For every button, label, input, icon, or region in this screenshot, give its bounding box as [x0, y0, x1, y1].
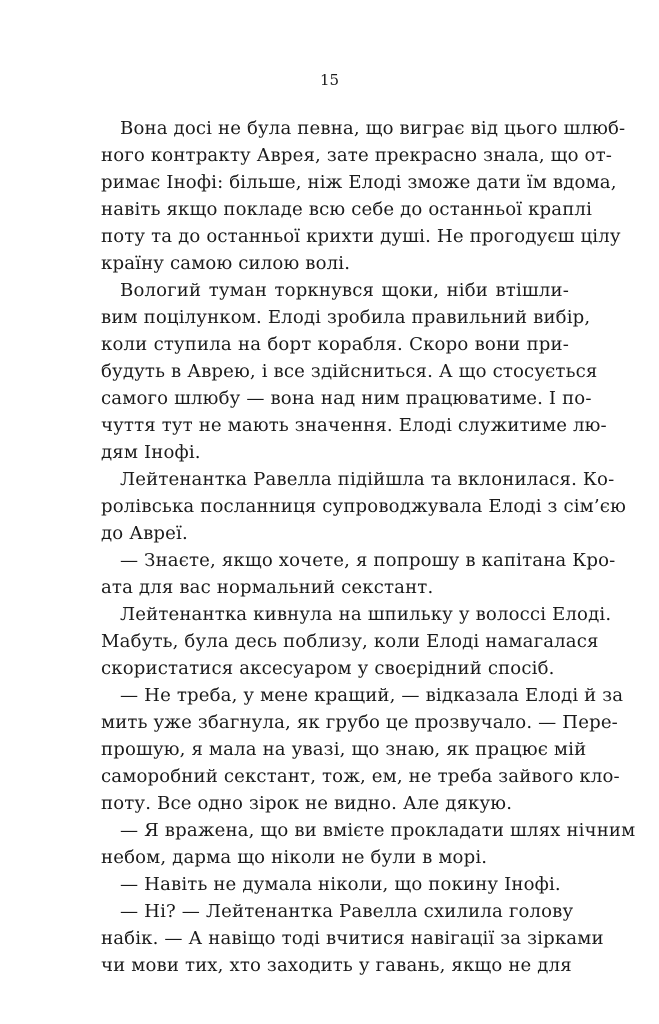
paragraph: [101, 115, 626, 277]
paragraph: [101, 277, 607, 466]
text-line: — Знаєте, якщо хочете, я попрошу в капітана Кро-: [120, 550, 616, 571]
text-line: прошую, я мала на увазі, що знаю, як працює мій: [101, 739, 587, 760]
text-line: до Авреї.: [101, 523, 188, 544]
text-line: Вона досі не була певна, що виграє від цього шлюб-: [120, 118, 626, 139]
paragraph: [101, 898, 604, 979]
paragraph: [101, 817, 636, 871]
text-line: — Не треба, у мене кращий, — відказала Елоді й за: [120, 685, 624, 706]
text-line: Мабуть, була десь поблизу, коли Елоді намагалася: [101, 631, 599, 652]
text-line: — Я вражена, що ви вмієте прокладати шлях нічним: [120, 820, 636, 841]
text-line: дям Інофі.: [101, 442, 201, 463]
text-line: Вологий туман торкнувся щоки, ніби втішли-: [120, 280, 569, 301]
text-line: — Навіть не думала ніколи, що покину Інофі.: [120, 874, 561, 895]
text-line: римає Інофі: більше, ніж Елоді зможе дати їм вдома,: [101, 172, 617, 193]
text-line: самого шлюбу — вона над ним працюватиме. І по-: [101, 388, 592, 409]
text-line: ролівська посланниця супроводжувала Елоді з сім’єю: [101, 496, 626, 517]
text-line: Лейтенантка кивнула на шпильку у волоссі Елоді.: [120, 604, 612, 625]
text-line: чи мови тих, хто заходить у гавань, якщо не для: [101, 955, 572, 976]
text-line: будуть в Аврею, і все здійсниться. А що стосується: [101, 361, 598, 382]
text-line: скористатися аксесуаром у своєрідний спосіб.: [101, 658, 555, 679]
text-line: Лейтенантка Равелла підійшла та вклонилася. Ко-: [120, 469, 615, 490]
body-text: [101, 115, 636, 979]
paragraph: [101, 466, 626, 547]
text-line: вим поцілунком. Елоді зробила правильний вибір,: [101, 307, 591, 328]
paragraph: [101, 682, 624, 817]
text-line: саморобний секстант, тож, ем, не треба зайвого кло-: [101, 766, 620, 787]
text-line: чуття тут не мають значення. Елоді служитиме лю-: [101, 415, 607, 436]
text-line: набік. — А навіщо тоді вчитися навігації за зірками: [101, 928, 604, 949]
text-line: — Ні? — Лейтенантка Равелла схилила голову: [120, 901, 574, 922]
text-line: мить уже збагнула, як грубо це прозвучало. — Пере-: [101, 712, 618, 733]
paragraph: [101, 547, 616, 601]
text-line: країну самою силою волі.: [101, 253, 351, 274]
text-line: ата для вас нормальний секстант.: [101, 577, 434, 598]
page-number: 15: [319, 71, 340, 89]
text-line: поту. Все одно зірок не видно. Але дякую.: [101, 793, 513, 814]
text-line: коли ступила на борт корабля. Скоро вони при-: [101, 334, 569, 355]
text-line: ного контракту Аврея, зате прекрасно знала, що от-: [101, 145, 613, 166]
text-line: небом, дарма що ніколи не були в морі.: [101, 847, 488, 868]
paragraph: [101, 601, 612, 682]
text-line: навіть якщо покладе всю себе до останньої краплі: [101, 199, 593, 220]
text-line: поту та до останньої крихти душі. Не прогодуєш цілу: [101, 226, 621, 247]
paragraph: [101, 871, 569, 898]
